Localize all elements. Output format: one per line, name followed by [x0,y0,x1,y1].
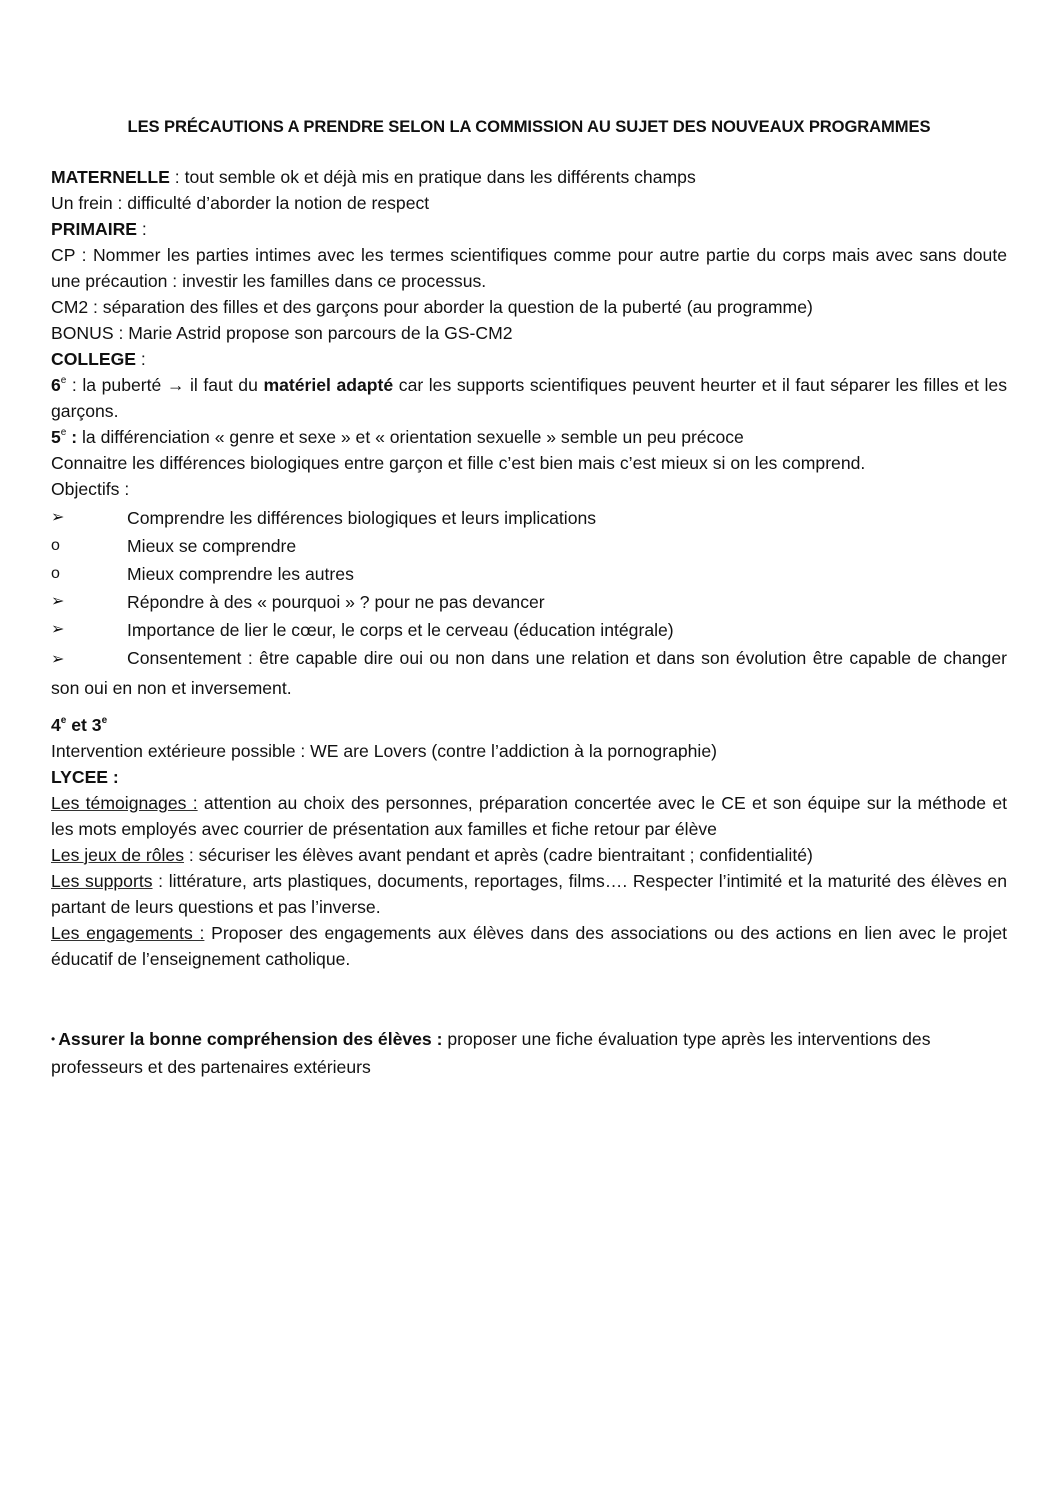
section-quatrieme-troisieme [51,712,1007,764]
primaire-heading: PRIMAIRE [51,219,138,239]
section-conclusion [51,1026,1007,1080]
maternelle-line [51,164,1007,190]
maternelle-frein: Un frein : difficulté d’aborder la notion de respect [51,193,430,213]
arrow-bullet-icon: ➢ [51,509,65,526]
cinquieme-sup: e [60,427,67,439]
maternelle-text: : tout semble ok et déjà mis en pratique dans les différents champs [169,167,696,187]
section-lycee [51,764,1007,972]
lycee-heading-text: LYCEE : [51,767,119,787]
troisieme-sup: e [101,715,108,727]
list-item-text: Répondre à des « pourquoi » ? pour ne pas devancer [127,592,545,612]
engagements-text: Proposer des engagements aux élèves dans des associations ou des actions en lien avec le projet éducatif de l’enseignement catholique. [51,923,1007,969]
section-primaire [51,216,1007,346]
quatrieme-num: 4 [51,715,61,735]
lycee-supports [51,868,1007,920]
list-item-text: Mieux comprendre les autres [127,564,354,584]
jeux-text: : sécuriser les élèves avant pendant et après (cadre bientraitant ; confidentialité) [184,845,813,865]
spacer [51,972,1007,1026]
section-college [51,346,1007,702]
supports-label: Les supports [51,871,153,891]
conclusion-text: proposer une fiche évaluation type après les interventions des professeurs et des partenaires extérieurs [51,1029,931,1077]
college-heading: COLLEGE [51,349,137,369]
jeux-label: Les jeux de rôles [51,845,185,865]
list-item [51,616,1007,644]
lycee-jeux [51,842,1007,868]
troisieme-num: et 3 [66,715,102,735]
temoignages-label: Les témoignages : [51,793,198,813]
cinquieme-text: la différenciation « genre et sexe » et « orientation sexuelle » semble un peu précoce [77,427,744,447]
arrow-bullet-icon: ➢ [51,621,65,638]
arrow-bullet-icon: ➢ [51,651,65,668]
college-heading-line [51,346,1007,372]
list-item [51,560,1007,588]
conclusion-paragraph [51,1026,1007,1080]
sixieme-text-b: car les supports scientifiques peuvent heurter et il faut séparer les filles et les garçons. [51,375,1008,421]
primaire-heading-suffix: : [137,219,147,239]
temoignages-text: attention au choix des personnes, préparation concertée avec le CE et son équipe sur la méthode et les mots employés avec courrier de présentation aux familles et fiche retour par élève [51,793,1007,839]
sixieme-text-a: : la puberté → il faut du [66,375,264,395]
circle-bullet-icon: o [51,537,60,554]
quatrieme-heading [51,712,1007,738]
sixieme-bold: matériel adapté [263,375,394,395]
primaire-cp: CP : Nommer les parties intimes avec les termes scientifiques comme pour autre partie du corps mais avec sans doute une précaution : investir les familles dans ce processus. [51,245,1007,291]
list-item-text: Consentement : être capable dire oui ou non dans une relation et dans son évolution être capable de changer son oui en non et inversement. [51,648,1007,698]
engagements-label: Les engagements : [51,923,205,943]
arrow-bullet-icon: ➢ [51,593,65,610]
college-cinquieme [51,424,1007,450]
bullet-dot-icon: • [51,1032,56,1046]
supports-text: : littérature, arts plastiques, documents, reportages, films…. Respecter l’intimité et la maturité des élèves en partant de leurs questions et pas l’inverse. [51,871,1007,917]
list-item [51,504,1007,532]
primaire-heading-line [51,216,1007,242]
maternelle-heading: MATERNELLE [51,167,170,187]
college-sixieme [51,372,1007,424]
list-item [51,532,1007,560]
lycee-heading [51,764,1007,790]
document-title: LES PRÉCAUTIONS A PRENDRE SELON LA COMMISSION AU SUJET DES NOUVEAUX PROGRAMMES [127,117,931,136]
objectifs-list [51,504,1007,702]
quatrieme-text: Intervention extérieure possible : WE are Lovers (contre l’addiction à la pornographie) [51,741,717,761]
cinquieme-colon: : [66,427,78,447]
list-item-text: Comprendre les différences biologiques et leurs implications [127,508,597,528]
list-item [51,644,1007,702]
circle-bullet-icon: o [51,565,60,582]
sixieme-sup: e [60,375,67,387]
primaire-cm2: CM2 : séparation des filles et des garçons pour aborder la question de la puberté (au programme) [51,297,813,317]
conclusion-bold: Assurer la bonne compréhension des élèves : [58,1029,448,1049]
lycee-temoignages [51,790,1007,842]
list-item-text: Mieux se comprendre [127,536,297,556]
spacer [51,702,1007,712]
objectifs-label: Objectifs : [51,479,130,499]
list-item-text: Importance de lier le cœur, le corps et le cerveau (éducation intégrale) [127,620,674,640]
college-heading-suffix: : [136,349,146,369]
primaire-bonus: BONUS : Marie Astrid propose son parcours de la GS-CM2 [51,323,513,343]
college-connaitre: Connaitre les différences biologiques entre garçon et fille c’est bien mais c’est mieux si on les comprend. [51,453,866,473]
list-item [51,588,1007,616]
lycee-engagements [51,920,1007,972]
section-maternelle [51,164,1007,216]
quatrieme-sup: e [60,715,67,727]
cinquieme-num: 5 [51,427,61,447]
sixieme-num: 6 [51,375,61,395]
